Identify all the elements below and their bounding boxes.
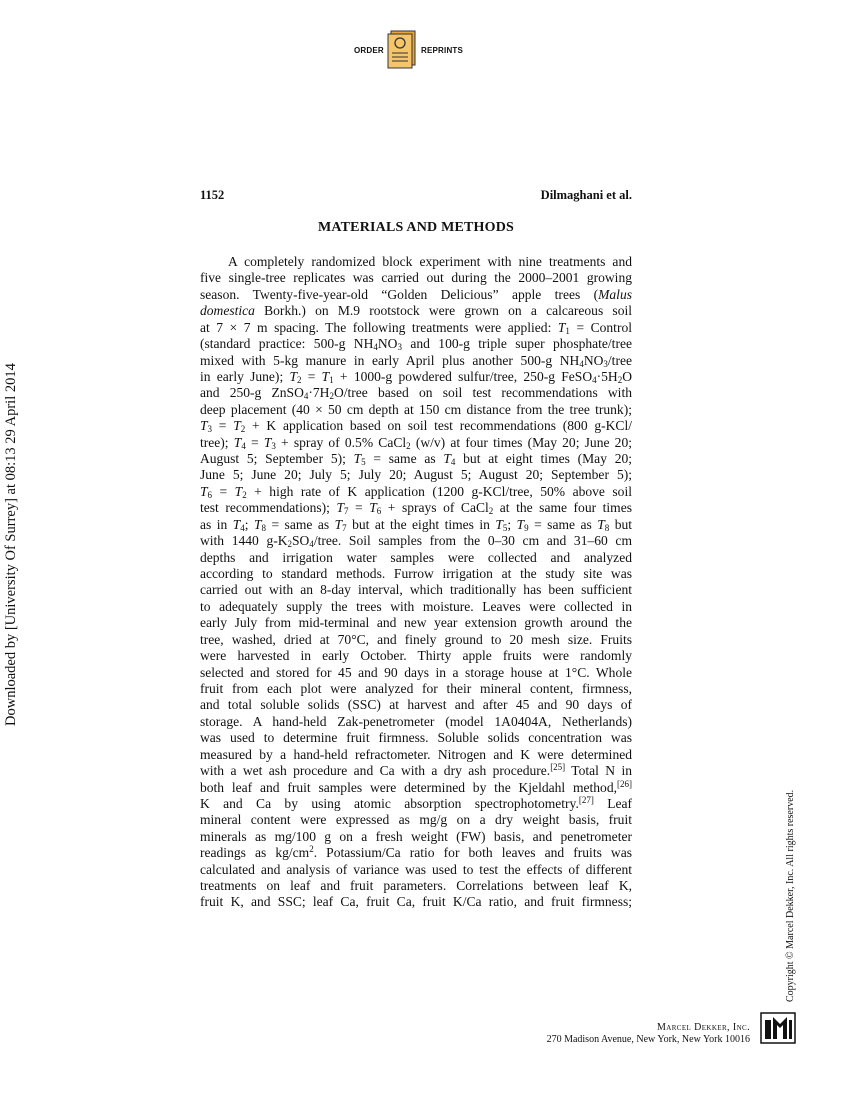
methods-paragraph: A completely randomized block experiment with nine treatments and five single-tree replicates was carried out during the 2000–2001 growing season. Twenty-five-year-old “Golden Delicious” apple trees (Malus domestica Borkh.) on M.9 rootstock were grown on a calcareous soil at 7 × 7 m spacing. The following treatments were applied: $T_1$ = Control (standard practice: 500-g $NH_4NO_3$ and 100-g triple super phosphate/tree mixed with 5-kg manure in early April plus another 500-g $NH_4NO_3$/tree in early June); $T_2 = T_1 + 1000-g$ powdered sulfur/tree, 250-g $FeSO_4\cdot 5H_2O$ and 250-g $ZnSO_4\cdot 7H_2O$/tree based on soil test recommendations with deep placement (40 × 50 cm depth at 150 cm distance from the tree trunk); $T_3 = T_2 + K$ application based on soil test recommendations (800 g-KCl/ tree); $T_4 = T_3$ + spray of 0.5% CaCl$_2$ (w/v) at four times (May 20; June 20; August 5; September 5); $T_5$ = same as $T_4$ but at eight times (May 20; June 5; June 20; July 5; July 20; August 5; August 20; September 5); $T_6 = T_2$ + high rate of K application (1200 g-KCl/tree, 50% above soil test recommendations); $T_7 = T_6$ + sprays of CaCl$_2$ at the same four times as in $T_4$; $T_8$ = same as $T_7$ but at the eight times in $T_5$; $T_9$ = same as $T_8$ but with 1440 $g-K_2SO_4$/tree. Soil samples from the 0–30 cm and 31–60 cm depths and irrigation water samples were collected and analyzed according to standard methods. Furrow irrigation at the study site was carried out with an 8-day interval, which traditionally has been sufficient to adequately supply the trees with moisture. Leaves were collected in early July from mid-terminal and new year extension growth around the tree, washed, dried at 70°C, and finely ground to 20 mesh size. Fruits were harvested in early October. Thirty apple fruits were randomly selected and stored for 45 and 90 days in a storage house at 1°C. Whole fruit from each plot were analyzed for their mineral content, firmness, and total soluble solids (SSC) at harvest and after 45 and 90 days of storage. A hand-held Zak-penetrometer (model 1A0404A, Netherlands) was used to determine fruit firmness. Soluble solids concentration was measured by a hand-held refractometer. Nitrogen and K were determined with a wet ash procedure and Ca with a dry ash procedure.[25] Total N in both leaf and fruit samples were determined by the Kjeldahl method,[26] K and Ca by using atomic absorption spectrophotometry.[27] Leaf mineral content were expressed as mg/g on a dry weight basis, fruit minerals as mg/100 g on a fresh weight (FW) basis, and penetrometer readings as $kg/cm^2$. Potassium/Ca ratio for both leaves and fruits was calculated and analysis of variance was used to test the effects of different treatments on leaf and fruit parameters. Correlations between leaf K, fruit K, and SSC; leaf Ca, fruit Ca, fruit K/Ca ratio, and fruit firmness; (200, 254, 633, 910)
order-reprints-icon[interactable] (385, 29, 417, 69)
order-link[interactable]: ORDER (354, 46, 384, 55)
publisher-address: 270 Madison Avenue, New York, New York 10016 (546, 1034, 750, 1045)
section-title: MATERIALS AND METHODS (317, 220, 515, 235)
publisher-footer (520, 1022, 750, 1046)
download-note: Downloaded by [University Of Surrey] at 08:13 29 April 2014 (3, 363, 19, 726)
order-reprints-banner[interactable] (352, 29, 464, 73)
running-authors: Dilmaghani et al. (540, 188, 632, 202)
copyright-note: Copyright © Marcel Dekker, Inc. All rights reserved. (785, 789, 796, 1002)
publisher-logo-icon (760, 1012, 796, 1044)
page-number: 1152 (200, 188, 225, 202)
publisher-name: Marcel Dekker, Inc. (656, 1022, 750, 1033)
reprints-link[interactable]: REPRINTS (421, 46, 464, 55)
